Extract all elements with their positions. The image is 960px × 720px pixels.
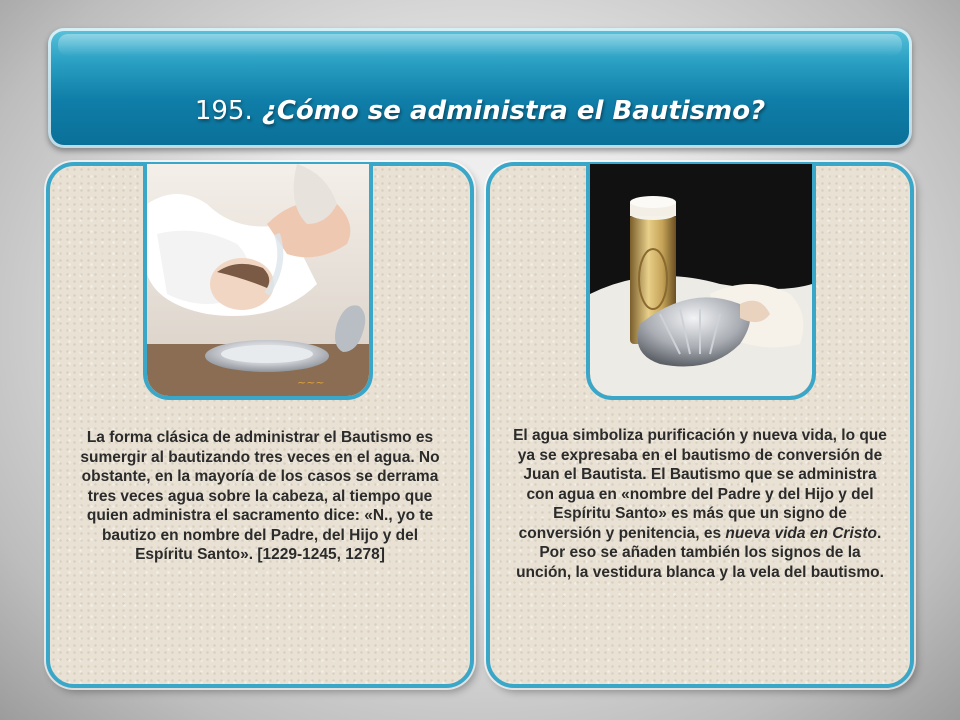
- candle-shell-illustration: [590, 164, 812, 396]
- infant-baptism-photo: [143, 164, 373, 400]
- right-panel-text: [512, 426, 888, 582]
- left-panel-text: La forma clásica de administrar el Bautismo es sumergir al bautizando tres veces en el agua. No obstante, en la mayoría de los casos se derrama tres veces agua sobre la cabeza, al tiempo que quien administra el sacramento dice: «N., yo te bautizo en nombre del Padre, del Hijo y del Espíritu Santo». [1229-1245, 1278]: [80, 429, 440, 563]
- right-text-emphasis: nueva vida en Cristo: [725, 524, 878, 542]
- baptism-illustration: [147, 164, 369, 396]
- left-panel: [46, 162, 474, 688]
- question-text: ¿Cómo se administra el Bautismo?: [261, 96, 766, 126]
- title-banner: [48, 28, 912, 148]
- svg-text:~~~: ~~~: [297, 376, 325, 389]
- right-text-part-2: . Por eso se añaden también los signos de la unción, la vestidura blanca y la vela del bautismo.: [516, 524, 884, 581]
- baptism-candle-and-shell-photo: [586, 164, 816, 400]
- right-text-part-1: El agua simboliza purificación y nueva vida, lo que ya se expresaba en el bautismo de conversión de Juan el Bautista. El Bautismo que se administra con agua en «nombre del Padre y del Hijo y del Espíritu Santo» es más que un signo de conversión y penitencia, es: [513, 427, 887, 542]
- right-panel: [486, 162, 914, 688]
- question-number: 195.: [194, 96, 253, 126]
- slide-title: [48, 96, 912, 126]
